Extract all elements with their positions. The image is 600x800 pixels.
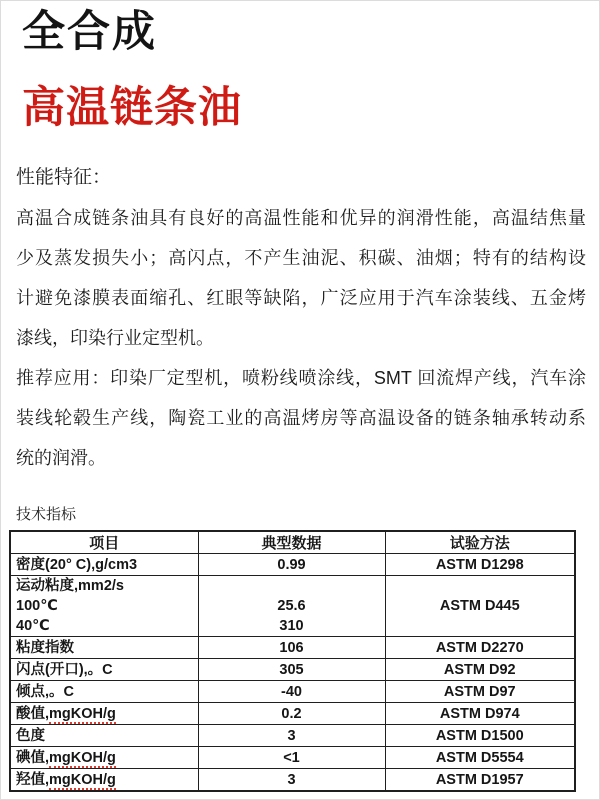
spec-method-cell: ASTM D1500 xyxy=(385,725,575,747)
spec-item-text: 闪点(开口),。C xyxy=(16,661,113,678)
spec-method-cell: ASTM D974 xyxy=(385,703,575,725)
features-paragraph xyxy=(16,198,586,358)
paragraph-line: 统的润滑。 xyxy=(16,448,106,469)
paragraph-line: 高温合成链条油具有良好的高温性能和优异的润滑性能，高温结焦量 xyxy=(16,208,586,229)
spec-table-row xyxy=(10,637,575,659)
spec-method-cell: ASTM D1298 xyxy=(385,554,575,576)
spec-value-cell: -40 xyxy=(198,681,385,703)
spec-item-cell xyxy=(10,747,198,769)
spec-item-cell xyxy=(10,637,198,659)
spec-table-row xyxy=(10,554,575,576)
spec-table-row xyxy=(10,725,575,747)
product-title-line2: 高温链条油 xyxy=(22,84,242,133)
spec-item-cell xyxy=(10,681,198,703)
features-heading: 性能特征： xyxy=(16,167,112,189)
col-header-test-method: 试验方法 xyxy=(385,531,575,554)
product-title-line1: 全合成 xyxy=(22,8,157,56)
spellcheck-underlined-text: mgKOH/g xyxy=(49,749,116,766)
spec-item-text: 碘值, xyxy=(16,749,50,766)
spec-item-text: 运动粘度,mm2/s xyxy=(16,578,124,595)
spec-method-cell: ASTM D1957 xyxy=(385,769,575,792)
spec-method-cell: ASTM D2270 xyxy=(385,637,575,659)
spec-table-heading: 技术指标 xyxy=(16,506,77,524)
spec-table-row xyxy=(10,576,575,637)
applications-paragraph xyxy=(16,358,586,478)
paragraph-line: 漆线，印染行业定型机。 xyxy=(16,328,214,349)
spec-item-text: 密度(20° C),g/cm3 xyxy=(16,556,138,573)
spec-value-cell: 25.6 310 xyxy=(198,576,385,637)
col-header-typical-data: 典型数据 xyxy=(198,531,385,554)
col-header-item: 项目 xyxy=(10,531,198,554)
paragraph-line: 少及蒸发损失小；高闪点，不产生油泥、积碳、油烟；特有的结构设 xyxy=(16,248,586,269)
spec-table-row xyxy=(10,703,575,725)
spec-table xyxy=(9,530,576,792)
spec-item-text: 倾点,。C xyxy=(16,683,74,700)
spec-value-cell: 0.2 xyxy=(198,703,385,725)
spec-value-cell: 0.99 xyxy=(198,554,385,576)
spec-item-text: 100℃ xyxy=(16,598,58,615)
spec-method-cell: ASTM D97 xyxy=(385,681,575,703)
spec-table-row xyxy=(10,681,575,703)
paragraph-line: 推荐应用：印染厂定型机，喷粉线喷涂线，SMT 回流焊产线，汽车涂 xyxy=(16,368,586,389)
spec-value-cell: 305 xyxy=(198,659,385,681)
spec-item-text: 羟值, xyxy=(16,771,50,788)
spec-item-cell xyxy=(10,725,198,747)
paragraph-line: 计避免漆膜表面缩孔、红眼等缺陷，广泛应用于汽车涂装线、五金烤 xyxy=(16,288,586,309)
spec-item-cell xyxy=(10,554,198,576)
spec-method-cell: ASTM D445 xyxy=(385,576,575,637)
spec-value-cell: 3 xyxy=(198,725,385,747)
spec-method-cell: ASTM D92 xyxy=(385,659,575,681)
spec-table-header-row xyxy=(10,531,575,554)
spec-table-row xyxy=(10,659,575,681)
spec-item-text: 粘度指数 xyxy=(16,639,74,656)
spec-value-cell: 106 xyxy=(198,637,385,659)
spec-item-cell xyxy=(10,576,198,637)
spec-value-cell: <1 xyxy=(198,747,385,769)
spec-item-cell xyxy=(10,769,198,792)
spellcheck-underlined-text: mgKOH/g xyxy=(49,705,116,722)
spec-method-cell: ASTM D5554 xyxy=(385,747,575,769)
spec-item-cell xyxy=(10,703,198,725)
paragraph-line: 装线轮毂生产线，陶瓷工业的高温烤房等高温设备的链条轴承转动系 xyxy=(16,408,586,429)
spec-value-cell: 3 xyxy=(198,769,385,792)
spellcheck-underlined-text: mgKOH/g xyxy=(49,771,116,788)
spec-item-cell xyxy=(10,659,198,681)
spec-table-row xyxy=(10,747,575,769)
spec-item-text: 40℃ xyxy=(16,618,50,635)
spec-table-row xyxy=(10,769,575,792)
spec-item-text: 酸值, xyxy=(16,705,50,722)
spec-item-text: 色度 xyxy=(16,727,45,744)
